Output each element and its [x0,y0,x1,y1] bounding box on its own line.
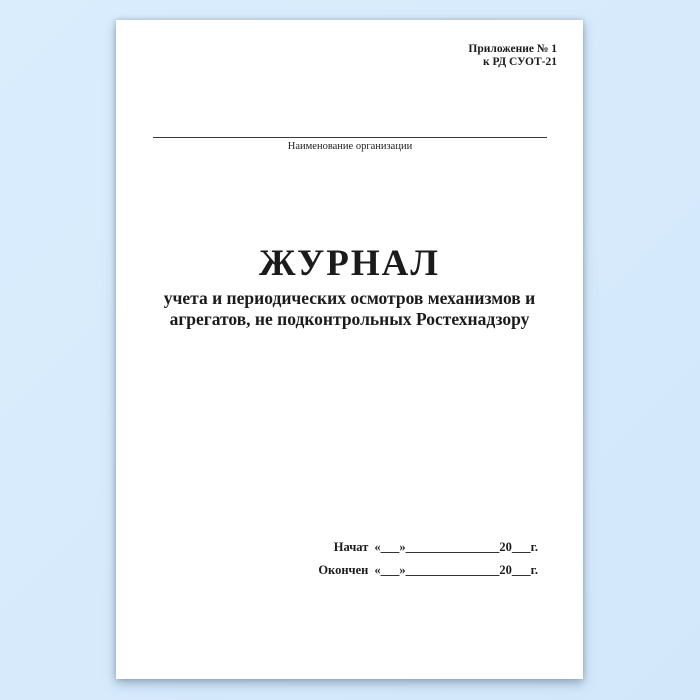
appendix-note-line2: к РД СУОТ-21 [482,56,557,68]
organization-name-caption: Наименование организации [287,141,413,152]
journal-subtitle-line1: учета и периодических осмотров механизмов и [163,288,536,308]
date-started-row [318,541,538,554]
journal-cover-page [116,20,583,679]
date-finished-row [318,564,538,577]
date-started-label: Начат [333,540,369,554]
organization-name-block [153,20,547,153]
date-started-blank: «___»_______________20___г. [374,540,538,554]
journal-subtitle [116,288,583,330]
dates-block [318,541,538,587]
date-finished-blank: «___»_______________20___г. [374,563,538,577]
journal-subtitle-line2: агрегатов, не подконтрольных Ростехнадзору [169,309,530,329]
appendix-note-line1: Приложение № 1 [468,43,557,55]
date-finished-label: Окончен [318,563,369,577]
journal-title: ЖУРНАЛ [259,243,440,284]
